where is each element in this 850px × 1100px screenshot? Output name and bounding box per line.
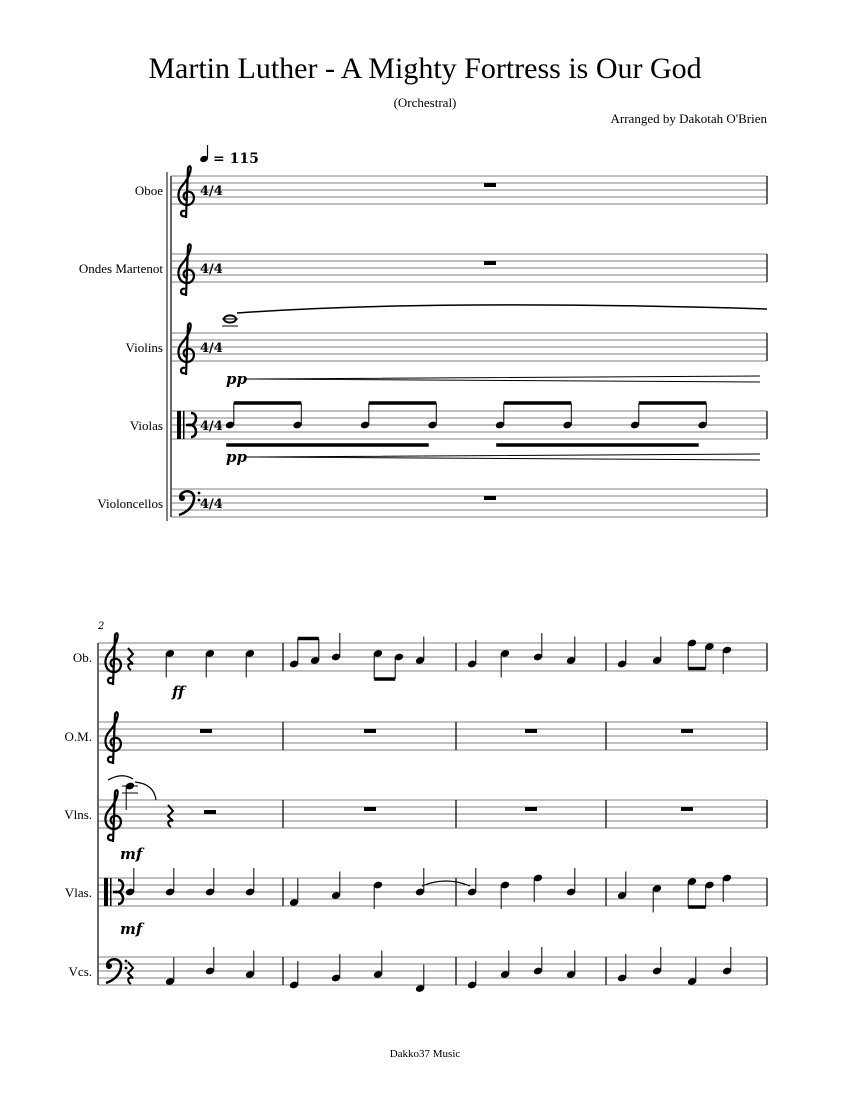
whole-rest-icon bbox=[484, 183, 496, 187]
quarter-rest-icon bbox=[128, 962, 133, 984]
bass-clef-icon bbox=[198, 492, 201, 495]
score-title: Martin Luther - A Mighty Fortress is Our God bbox=[148, 52, 702, 85]
instrument-name: Violoncellos bbox=[97, 496, 163, 511]
treble-clef-icon bbox=[178, 166, 193, 218]
instrument-name: O.M. bbox=[64, 729, 92, 744]
dynamic-marking: mf bbox=[120, 845, 143, 863]
arranger-credit: Arranged by Dakotah O'Brien bbox=[610, 111, 767, 126]
dynamic-marking: ff bbox=[172, 683, 185, 701]
bass-clef-icon bbox=[125, 967, 128, 970]
instrument-name: Ob. bbox=[72, 650, 92, 665]
tempo-marking: = 115 bbox=[213, 151, 259, 167]
alto-clef-icon bbox=[104, 878, 108, 906]
bass-clef-icon bbox=[125, 960, 128, 963]
score-subtitle: (Orchestral) bbox=[393, 95, 457, 110]
dynamic-marking: mf bbox=[120, 920, 143, 938]
instrument-name: Vlas. bbox=[64, 885, 92, 900]
instrument-name: Ondes Martenot bbox=[78, 261, 163, 276]
quarter-rest-icon bbox=[128, 648, 133, 670]
whole-rest-icon bbox=[484, 496, 496, 500]
treble-clef-icon bbox=[178, 323, 193, 375]
slur bbox=[108, 776, 133, 780]
instrument-name: Vlns. bbox=[64, 807, 92, 822]
treble-clef-icon bbox=[178, 244, 193, 296]
time-signature: 4/4 bbox=[200, 419, 223, 434]
alto-clef-icon bbox=[177, 411, 181, 439]
whole-rest-icon bbox=[364, 807, 376, 811]
whole-rest-icon bbox=[525, 729, 537, 733]
treble-clef-icon bbox=[105, 712, 120, 764]
whole-rest-icon bbox=[364, 729, 376, 733]
footer-publisher: Dakko37 Music bbox=[389, 1048, 461, 1060]
measure-number: 2 bbox=[98, 621, 105, 632]
crescendo-hairpin bbox=[244, 454, 760, 460]
instrument-name: Oboe bbox=[134, 183, 163, 198]
time-signature: 4/4 bbox=[200, 341, 223, 356]
whole-rest-icon bbox=[525, 807, 537, 811]
time-signature: 4/4 bbox=[200, 262, 223, 277]
instrument-name: Violins bbox=[125, 340, 163, 355]
quarter-rest-icon bbox=[168, 805, 173, 827]
alto-clef-icon bbox=[183, 411, 185, 439]
whole-rest-icon bbox=[484, 261, 496, 265]
time-signature: 4/4 bbox=[200, 497, 223, 512]
whole-rest-icon bbox=[200, 729, 212, 733]
dynamic-marking: pp bbox=[226, 370, 247, 388]
whole-rest-icon bbox=[681, 807, 693, 811]
whole-rest-icon bbox=[681, 729, 693, 733]
slur bbox=[237, 305, 767, 313]
instrument-name: Vcs. bbox=[68, 964, 92, 979]
half-rest-icon bbox=[204, 810, 216, 814]
crescendo-hairpin bbox=[244, 376, 760, 382]
treble-clef-icon bbox=[105, 790, 120, 842]
bass-clef-icon bbox=[179, 495, 185, 501]
instrument-name: Violas bbox=[129, 418, 163, 433]
bass-clef-icon bbox=[106, 963, 112, 969]
alto-clef-icon bbox=[110, 878, 112, 906]
treble-clef-icon bbox=[105, 633, 120, 685]
time-signature: 4/4 bbox=[200, 184, 223, 199]
slur bbox=[135, 782, 156, 800]
dynamic-marking: pp bbox=[226, 448, 247, 466]
